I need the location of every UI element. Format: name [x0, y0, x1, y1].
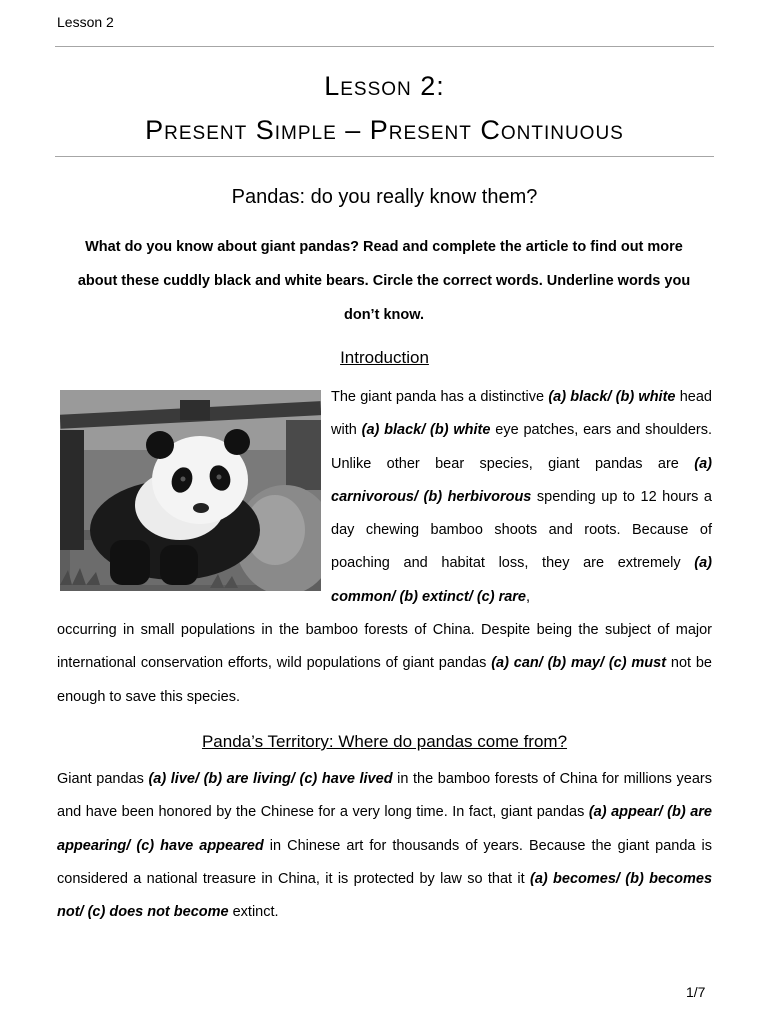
- territory-text-1: Giant pandas: [57, 771, 149, 787]
- territory-heading: Panda’s Territory: Where do pandas come from?: [201, 732, 568, 751]
- intro-choice-5[interactable]: (a) can/ (b) may/ (c) must: [491, 655, 667, 672]
- intro-text-6: occurring in small populations in the bamboo forests of China. Despite being the subject of major international conservation efforts, wild populations of giant pandas: [57, 622, 712, 672]
- territory-text-4: extinct.: [228, 904, 279, 921]
- article-title: Pandas: do you really know them?: [231, 186, 538, 208]
- page-number: 1/7: [686, 984, 706, 1000]
- intro-text-7: not be enough to save this species.: [57, 655, 712, 705]
- intro-text-2: head with: [331, 389, 712, 439]
- intro-choice-2[interactable]: (a) black/ (b) white: [361, 422, 491, 439]
- territory-choice-3[interactable]: (a) becomes/ (b) becomes not/ (c) does not become: [57, 870, 713, 921]
- intro-text-4: spending up to 12 hours a day chewing bamboo shoots and roots. Because of poaching and habitat loss, they are extremely: [331, 488, 712, 572]
- territory-choice-2[interactable]: (a) appear/ (b) are appearing/ (c) have appeared: [57, 804, 712, 854]
- intro-choice-4[interactable]: (a) common/ (b) extinct/ (c) rare: [331, 555, 712, 605]
- header-rule: [55, 46, 714, 47]
- introduction-paragraph-wrapped: [331, 381, 712, 614]
- running-header: Lesson 2: [57, 14, 114, 30]
- intro-text-5: ,: [525, 588, 531, 605]
- intro-text-3: eye patches, ears and shoulders. Unlike other bear species, giant pandas are: [331, 422, 712, 472]
- intro-choice-3[interactable]: (a) carnivorous/ (b) herbivorous: [331, 455, 712, 505]
- territory-paragraph: [57, 763, 712, 929]
- introduction-heading: Introduction: [340, 348, 429, 367]
- intro-choice-1[interactable]: (a) black/ (b) white: [548, 389, 676, 405]
- lesson-title-line1: Lesson 2:: [324, 71, 445, 101]
- territory-text-2: in the bamboo forests of China for millions years and have been honored by the Chinese for a very long time. In fact, giant pandas: [57, 771, 712, 821]
- intro-text-1: The giant panda has a distinctive: [331, 389, 549, 405]
- territory-text-3: in Chinese art for thousands of years. Because the giant panda is considered a national treasure in China, it is protected by law so that it: [57, 837, 713, 887]
- title-rule: [55, 156, 714, 157]
- instructions: What do you know about giant pandas? Read and complete the article to find out more about these cuddly black and white bears. Circle the correct words. Underline words you don’t know.: [77, 239, 691, 323]
- territory-choice-1[interactable]: (a) live/ (b) are living/ (c) have lived: [148, 771, 393, 787]
- lesson-title: [55, 64, 714, 152]
- introduction-paragraph-full: [57, 614, 712, 714]
- lesson-title-line2: Present Simple – Present Continuous: [145, 115, 624, 145]
- panda-photo: [60, 390, 321, 591]
